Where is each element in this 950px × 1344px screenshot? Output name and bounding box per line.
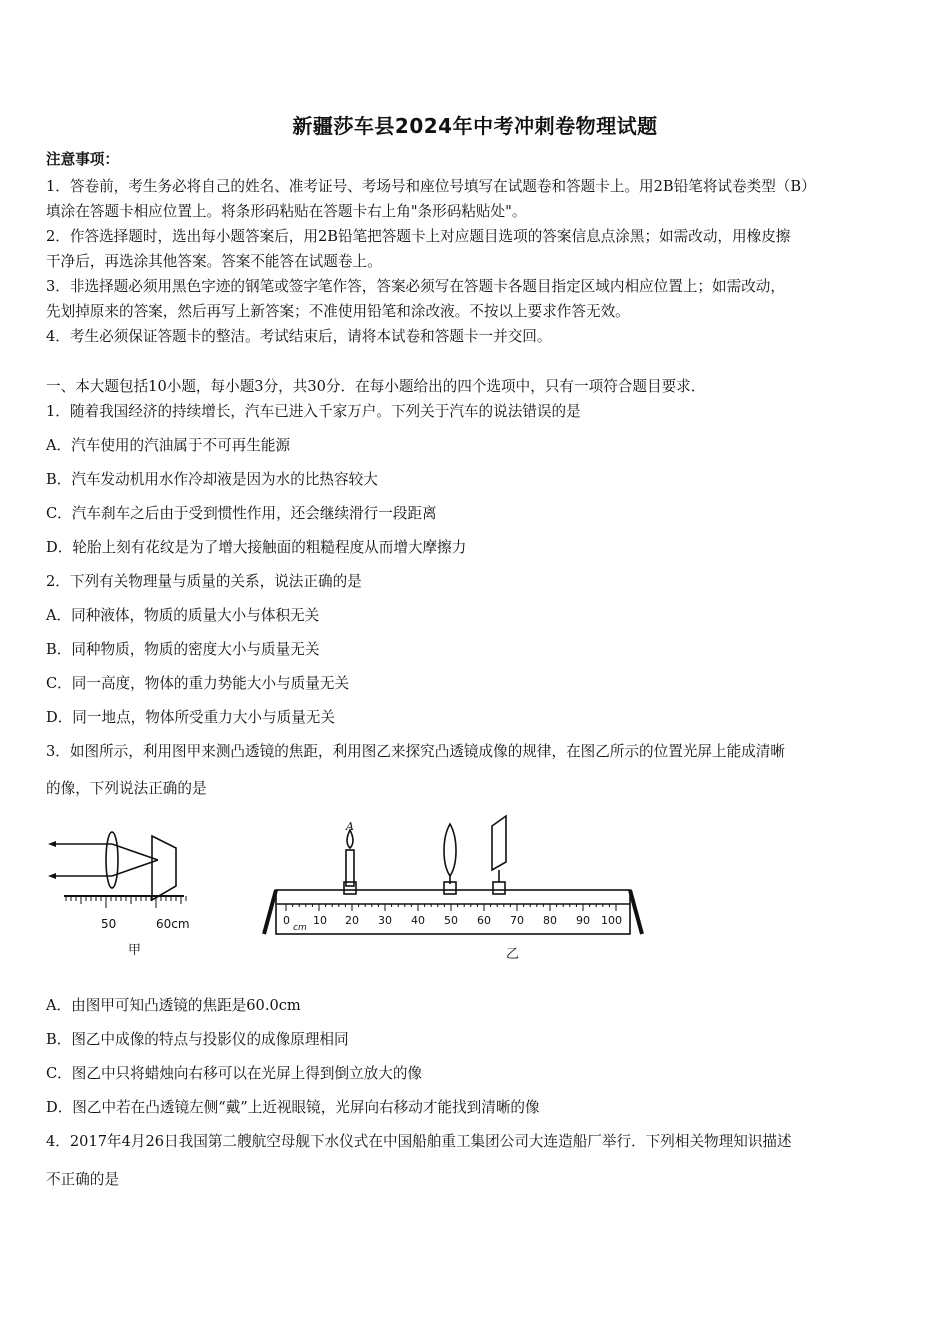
notice-line: 1．答卷前，考生务必将自己的姓名、准考证号、考场号和座位号填写在试题卷和答题卡上。用2B铅笔将试卷类型（B） <box>46 178 816 195</box>
question-stem: 4．2017年4月26日我国第二艘航空母舰下水仪式在中国船舶重工集团公司大连造船厂举行．下列相关物理知识描述 <box>46 1133 792 1150</box>
notice-line: 2．作答选择题时，选出每小题答案后，用2B铅笔把答题卡上对应题目选项的答案信息点涂黑；如需改动，用橡皮擦 <box>46 228 791 245</box>
question-stem: 2．下列有关物理量与质量的关系，说法正确的是 <box>46 573 362 590</box>
answer-option: B．同种物质，物质的密度大小与质量无关 <box>46 641 320 658</box>
convex-lens-icon <box>106 832 118 888</box>
figure-jia <box>48 832 186 908</box>
screen-icon <box>492 816 506 870</box>
bench-tick-label: 30 <box>378 914 392 927</box>
answer-option: D．轮胎上刻有花纹是为了增大接触面的粗糙程度从而增大摩擦力 <box>46 539 467 556</box>
screen-icon <box>152 836 176 900</box>
bench-tick-label: 0 <box>283 914 290 927</box>
notice-line: 3．非选择题必须用黑色字迹的钢笔或签字笔作答，答案必须写在答题卡各题目指定区域内相应位置上；如需改动， <box>46 278 785 295</box>
lens-figure-svg <box>0 812 950 972</box>
section-heading: 一、本大题包括10小题，每小题3分，共30分．在每小题给出的四个选项中，只有一项符合题目要求． <box>46 378 706 395</box>
notice-line: 先划掉原来的答案，然后再写上新答案；不准使用铅笔和涂改液。不按以上要求作答无效。 <box>46 303 630 320</box>
bench-tick-label: 60 <box>477 914 491 927</box>
candle-icon <box>346 850 354 886</box>
ruler-tick-label: 60cm <box>156 917 190 931</box>
bench-tick-labels <box>283 914 622 927</box>
bench-tick-label: 10 <box>313 914 327 927</box>
question-stem: 的像，下列说法正确的是 <box>46 780 207 797</box>
answer-option: D．同一地点，物体所受重力大小与质量无关 <box>46 709 335 726</box>
answer-option: A．汽车使用的汽油属于不可再生能源 <box>46 437 291 454</box>
answer-option: B．图乙中成像的特点与投影仪的成像原理相同 <box>46 1031 349 1048</box>
question-stem: 1．随着我国经济的持续增长，汽车已进入千家万户。下列关于汽车的说法错误的是 <box>46 403 581 420</box>
bench-tick-label: 80 <box>543 914 557 927</box>
bench-tick-label: 40 <box>411 914 425 927</box>
bench-tick-label: 50 <box>444 914 458 927</box>
figure-caption: 甲 <box>128 943 142 958</box>
answer-option: B．汽车发动机用水作冷却液是因为水的比热容较大 <box>46 471 378 488</box>
convex-lens-icon <box>444 824 456 876</box>
bench-tick-label: 20 <box>345 914 359 927</box>
arrow-icon <box>48 841 56 847</box>
refracted-ray <box>112 860 158 876</box>
lens-figure <box>0 812 950 972</box>
bench-ticks <box>286 904 616 911</box>
answer-option: D．图乙中若在凸透镜左侧“戴”上近视眼镜，光屏向右移动才能找到清晰的像 <box>46 1099 540 1116</box>
answer-option: A．由图甲可知凸透镜的焦距是60.0cm <box>46 997 301 1014</box>
page-title: 新疆莎车县2024年中考冲刺卷物理试题 <box>292 114 658 138</box>
bench-leg <box>264 890 276 934</box>
answer-option: C．同一高度，物体的重力势能大小与质量无关 <box>46 675 350 692</box>
figure-caption: 乙 <box>506 947 520 962</box>
ruler-tick-label: 50 <box>101 917 117 931</box>
holder-icon <box>493 882 505 894</box>
arrow-icon <box>48 873 56 879</box>
answer-option: C．汽车刹车之后由于受到惯性作用，还会继续滑行一段距离 <box>46 505 437 522</box>
bench-tick-label: 70 <box>510 914 524 927</box>
ruler-ticks <box>66 896 186 908</box>
optical-bench <box>276 890 630 934</box>
bench-unit: cm <box>293 923 307 933</box>
notice-line: 4．考生必须保证答题卡的整洁。考试结束后，请将本试卷和答题卡一并交回。 <box>46 328 552 345</box>
notice-line: 干净后，再选涂其他答案。答案不能答在试题卷上。 <box>46 253 382 270</box>
refracted-ray <box>112 844 158 860</box>
question-stem: 不正确的是 <box>46 1171 119 1188</box>
answer-option: A．同种液体，物质的质量大小与体积无关 <box>46 607 320 624</box>
question-stem: 3．如图所示，利用图甲来测凸透镜的焦距，利用图乙来探究凸透镜成像的规律，在图乙所示的位置光屏上能成清晰 <box>46 743 785 760</box>
bench-leg <box>630 890 642 934</box>
bench-tick-label: 90 <box>576 914 590 927</box>
notice-heading: 注意事项： <box>46 151 119 168</box>
notice-line: 填涂在答题卡相应位置上。将条形码粘贴在答题卡右上角"条形码粘贴处"。 <box>46 203 527 220</box>
candle-label: A <box>346 820 354 833</box>
bench-tick-label: 100 <box>601 914 622 927</box>
answer-option: C．图乙中只将蜡烛向右移可以在光屏上得到倒立放大的像 <box>46 1065 423 1082</box>
